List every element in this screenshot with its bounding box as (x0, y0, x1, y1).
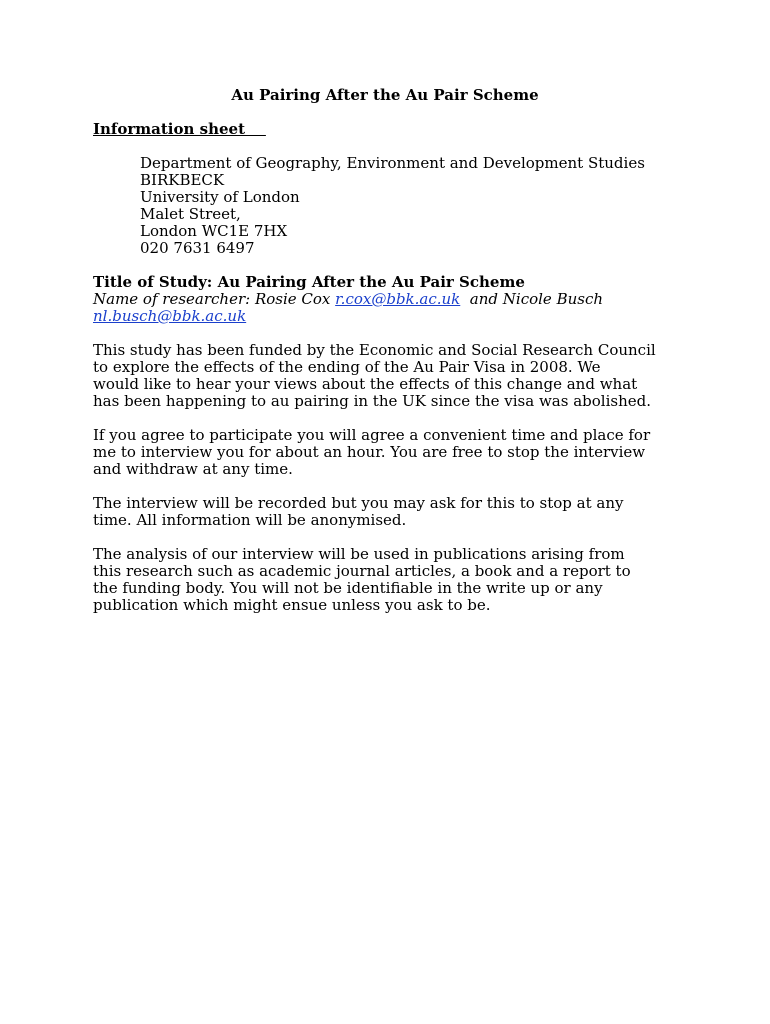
paragraph-line: me to interview you for about an hour. You are free to stop the interview (93, 443, 646, 461)
email-link-rosie-cox[interactable]: r.cox@bbk.ac.uk (335, 290, 461, 308)
paragraph-line: The analysis of our interview will be used in publications arising from (93, 545, 625, 563)
information-sheet-label: Information sheet (93, 120, 245, 138)
document-page (93, 87, 693, 614)
paragraph-line: time. All information will be anonymised. (93, 511, 407, 529)
information-sheet-heading (93, 121, 693, 138)
email-link-nicole-busch[interactable]: nl.busch@bbk.ac.uk (93, 307, 247, 325)
researcher-line (93, 291, 693, 308)
paragraph-line: this research such as academic journal articles, a book and a report to (93, 562, 631, 580)
researcher-names (93, 291, 693, 325)
paragraph-recording (93, 495, 693, 529)
paragraph-analysis (93, 546, 693, 614)
researcher-middle: and Nicole Busch (460, 290, 604, 308)
address-line: London WC1E 7HX (140, 222, 288, 240)
paragraph-participation (93, 427, 693, 478)
document-title: Au Pairing After the Au Pair Scheme (231, 86, 539, 104)
address-line: BIRKBECK (140, 171, 225, 189)
paragraph-line: to explore the effects of the ending of the Au Pair Visa in 2008. We (93, 358, 601, 376)
researcher-line-2 (93, 308, 693, 325)
paragraph-line: has been happening to au pairing in the UK since the visa was abolished. (93, 392, 651, 410)
address-line: Department of Geography, Environment and Development Studies (140, 154, 645, 172)
paragraph-line: If you agree to participate you will agree a convenient time and place for (93, 426, 651, 444)
researcher-prefix: Name of researcher: Rosie Cox (93, 290, 336, 308)
paragraph-line: The interview will be recorded but you may ask for this to stop at any (93, 494, 624, 512)
study-title: Title of Study: Au Pairing After the Au Pair Scheme (93, 273, 525, 291)
paragraph-line: and withdraw at any time. (93, 460, 293, 478)
address-line: University of London (140, 188, 300, 206)
paragraph-line: the funding body. You will not be identifiable in the write up or any (93, 579, 603, 597)
address-line: Malet Street, (140, 205, 241, 223)
paragraph-line: would like to hear your views about the effects of this change and what (93, 375, 638, 393)
address-block (93, 155, 693, 257)
paragraph-funding (93, 342, 693, 410)
paragraph-line: publication which might ensue unless you ask to be. (93, 596, 491, 614)
address-line: 020 7631 6497 (140, 239, 255, 257)
paragraph-line: This study has been funded by the Economic and Social Research Council (93, 341, 656, 359)
